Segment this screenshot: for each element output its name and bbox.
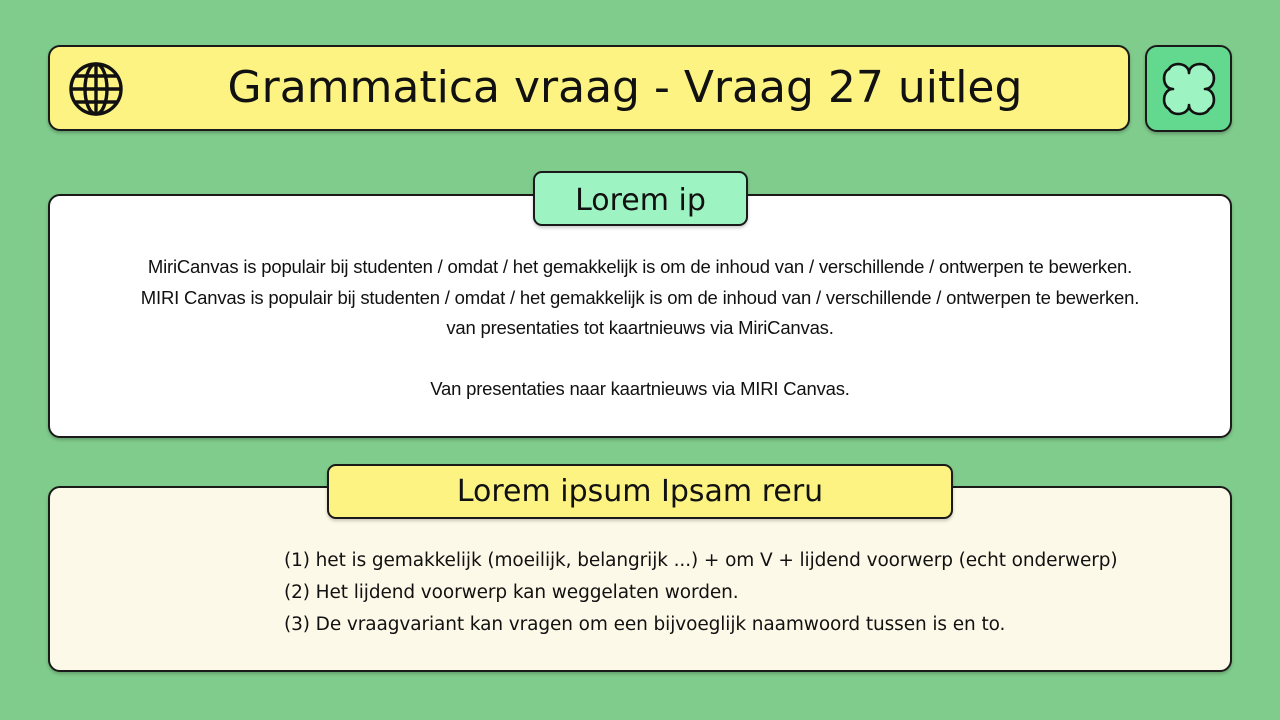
clover-icon bbox=[1159, 59, 1219, 119]
explanation-line: van presentaties tot kaartnieuws via MiriCanvas. bbox=[446, 317, 834, 338]
rules-text bbox=[284, 545, 1190, 641]
panel1-tab-label: Lorem ip bbox=[533, 171, 748, 226]
explanation-line: MiriCanvas is populair bij studenten / omdat / het gemakkelijk is om de inhoud van / verschillende / ontwerpen te bewerken. bbox=[147, 256, 1133, 277]
explanation-panel bbox=[48, 194, 1232, 438]
explanation-text bbox=[100, 252, 1180, 405]
explanation-line: MIRI Canvas is populair bij studenten / omdat / het gemakkelijk is om de inhoud van / verschillende / ontwerpen te bewerken. bbox=[140, 286, 1140, 308]
rule-line: (3) De vraagvariant kan vragen om een bijvoeglijk naamwoord tussen is en to. bbox=[284, 614, 1006, 635]
explanation-line: Van presentaties naar kaartnieuws via MIRI Canvas. bbox=[430, 378, 850, 399]
globe-icon bbox=[68, 61, 124, 117]
rule-line: (1) het is gemakkelijk (moeilijk, belangrijk ...) + om V + lijdend voorwerp (echt onderwerp) bbox=[284, 550, 1118, 571]
panel2-tab-label: Lorem ipsum Ipsam reru bbox=[327, 464, 953, 519]
rule-line: (2) Het lijdend voorwerp kan weggelaten worden. bbox=[284, 582, 739, 603]
explanation-line bbox=[100, 344, 1180, 375]
corner-button[interactable] bbox=[1145, 45, 1232, 132]
title-bar bbox=[48, 45, 1130, 131]
page-title: Grammatica vraag - Vraag 27 uitleg bbox=[227, 62, 1023, 113]
